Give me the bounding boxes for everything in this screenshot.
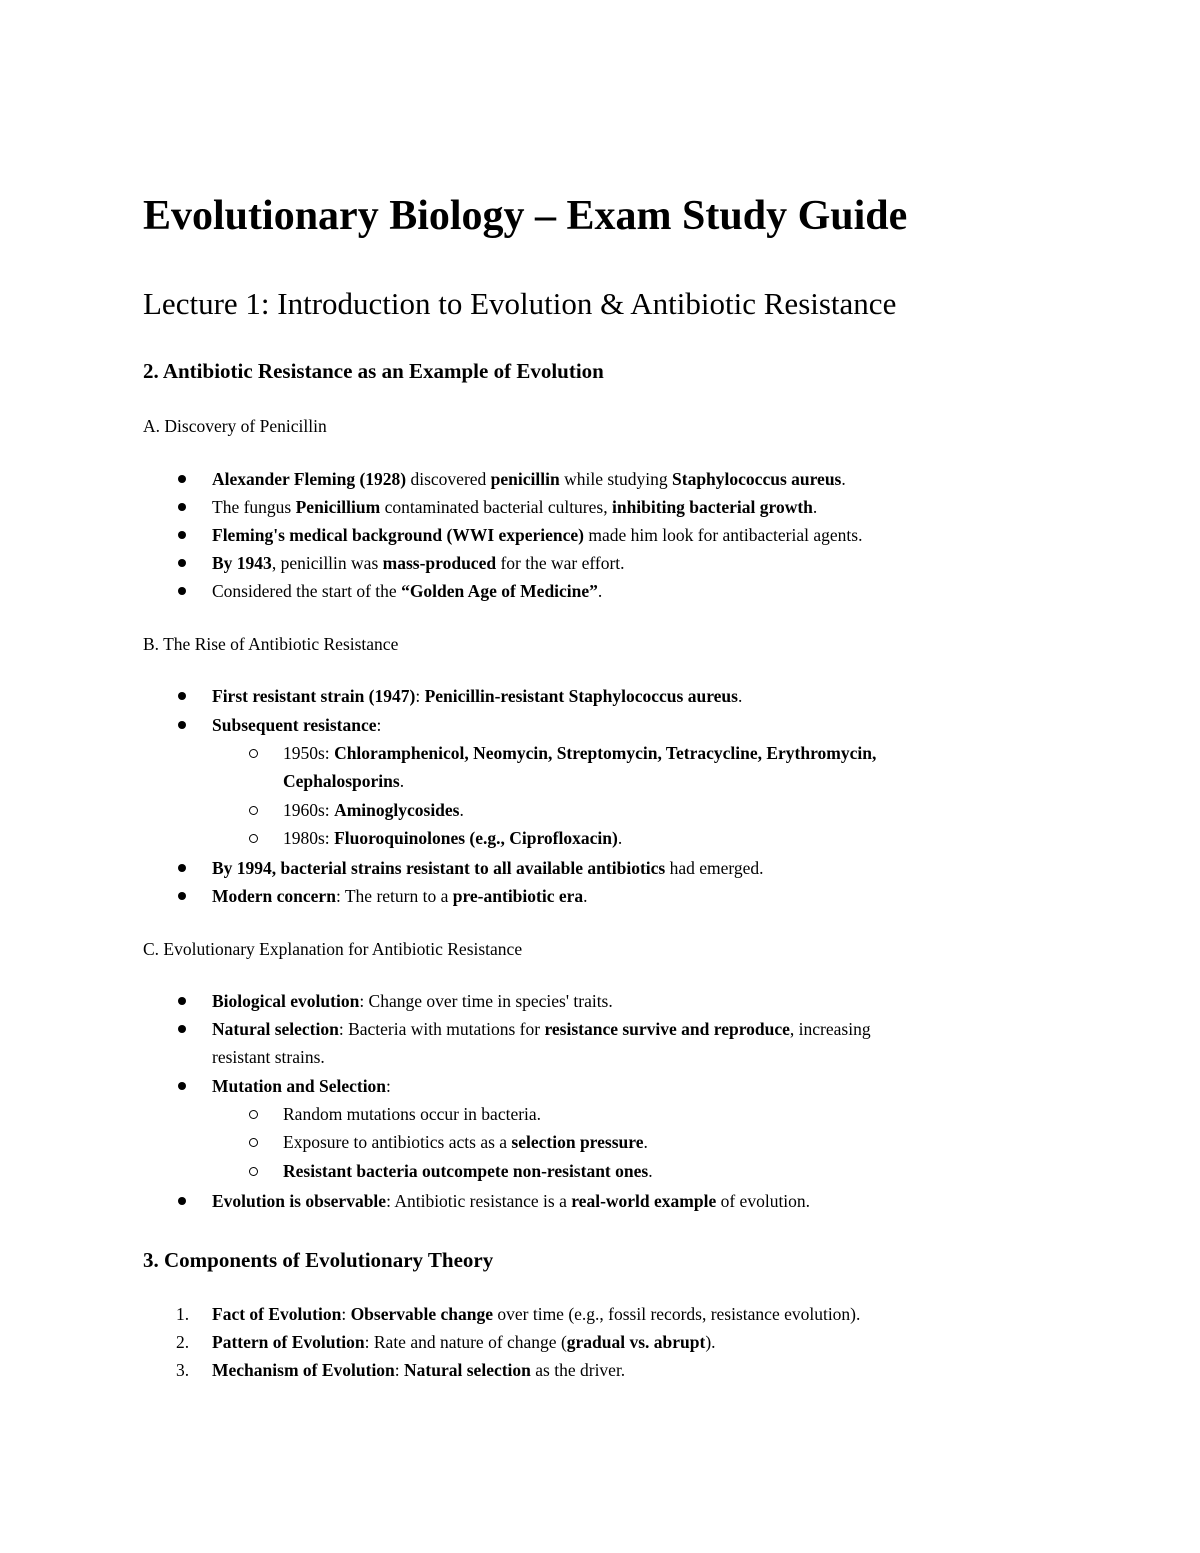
sub-list-item: 1950s: Chloramphenicol, Neomycin, Streptomycin, Tetracycline, Erythromycin, xyxy=(283,743,877,763)
bullet-icon xyxy=(178,692,186,700)
sub-list-item-continuation: Cephalosporins. xyxy=(283,771,405,791)
sub-bullet-icon xyxy=(249,834,258,843)
bullet-icon xyxy=(178,503,186,511)
sub-list-item: Random mutations occur in bacteria. xyxy=(283,1104,542,1124)
list-number: 3. xyxy=(176,1360,190,1380)
list-item: Modern concern: The return to a pre-antibiotic era. xyxy=(212,886,588,906)
list-item: Subsequent resistance: xyxy=(212,715,382,735)
bullet-icon xyxy=(178,721,186,729)
bullet-icon xyxy=(178,1025,186,1033)
bullet-icon xyxy=(178,475,186,483)
sub-bullet-icon xyxy=(249,1138,258,1147)
subsection-a-heading: A. Discovery of Penicillin xyxy=(143,416,327,436)
numbered-list-item: Pattern of Evolution: Rate and nature of change (gradual vs. abrupt). xyxy=(212,1332,716,1352)
list-item: By 1943, penicillin was mass-produced for the war effort. xyxy=(212,553,625,573)
subsection-b-heading: B. The Rise of Antibiotic Resistance xyxy=(143,634,399,654)
sub-list-item: Exposure to antibiotics acts as a selection pressure. xyxy=(283,1132,648,1152)
list-item: By 1994, bacterial strains resistant to all available antibiotics had emerged. xyxy=(212,858,764,878)
bullet-icon xyxy=(178,1082,186,1090)
list-item: Evolution is observable: Antibiotic resistance is a real-world example of evolution. xyxy=(212,1191,811,1211)
list-item: Alexander Fleming (1928) discovered penicillin while studying Staphylococcus aureus. xyxy=(212,469,846,489)
sub-list-item: Resistant bacteria outcompete non-resistant ones. xyxy=(283,1161,653,1181)
sub-bullet-icon xyxy=(249,1167,258,1176)
list-item: Mutation and Selection: xyxy=(212,1076,391,1096)
list-item: Biological evolution: Change over time in species' traits. xyxy=(212,991,613,1011)
numbered-list-item: Fact of Evolution: Observable change over time (e.g., fossil records, resistance evolution). xyxy=(212,1304,861,1324)
list-item: Natural selection: Bacteria with mutations for resistance survive and reproduce, increasing xyxy=(212,1019,871,1039)
list-number: 1. xyxy=(176,1304,190,1324)
page-title: Evolutionary Biology – Exam Study Guide xyxy=(143,193,908,239)
list-number: 2. xyxy=(176,1332,190,1352)
list-item: The fungus Penicillium contaminated bacterial cultures, inhibiting bacterial growth. xyxy=(212,497,818,517)
section-3-heading: 3. Components of Evolutionary Theory xyxy=(143,1248,494,1272)
list-item: Considered the start of the “Golden Age of Medicine”. xyxy=(212,581,603,601)
sub-list-item: 1960s: Aminoglycosides. xyxy=(283,800,464,820)
sub-list-item: 1980s: Fluoroquinolones (e.g., Ciprofloxacin). xyxy=(283,828,623,848)
subsection-c-heading: C. Evolutionary Explanation for Antibiotic Resistance xyxy=(143,939,523,959)
numbered-list-item: Mechanism of Evolution: Natural selection as the driver. xyxy=(212,1360,626,1380)
bullet-icon xyxy=(178,587,186,595)
bullet-icon xyxy=(178,997,186,1005)
sub-bullet-icon xyxy=(249,1110,258,1119)
bullet-icon xyxy=(178,559,186,567)
section-2-heading: 2. Antibiotic Resistance as an Example of Evolution xyxy=(143,359,604,383)
list-item: Fleming's medical background (WWI experience) made him look for antibacterial agents. xyxy=(212,525,863,545)
sub-bullet-icon xyxy=(249,806,258,815)
list-item: First resistant strain (1947): Penicillin-resistant Staphylococcus aureus. xyxy=(212,686,743,706)
sub-bullet-icon xyxy=(249,749,258,758)
bullet-icon xyxy=(178,892,186,900)
list-item-continuation: resistant strains. xyxy=(212,1047,325,1067)
bullet-icon xyxy=(178,531,186,539)
lecture-heading: Lecture 1: Introduction to Evolution & Antibiotic Resistance xyxy=(143,286,897,321)
bullet-icon xyxy=(178,1197,186,1205)
bullet-icon xyxy=(178,864,186,872)
